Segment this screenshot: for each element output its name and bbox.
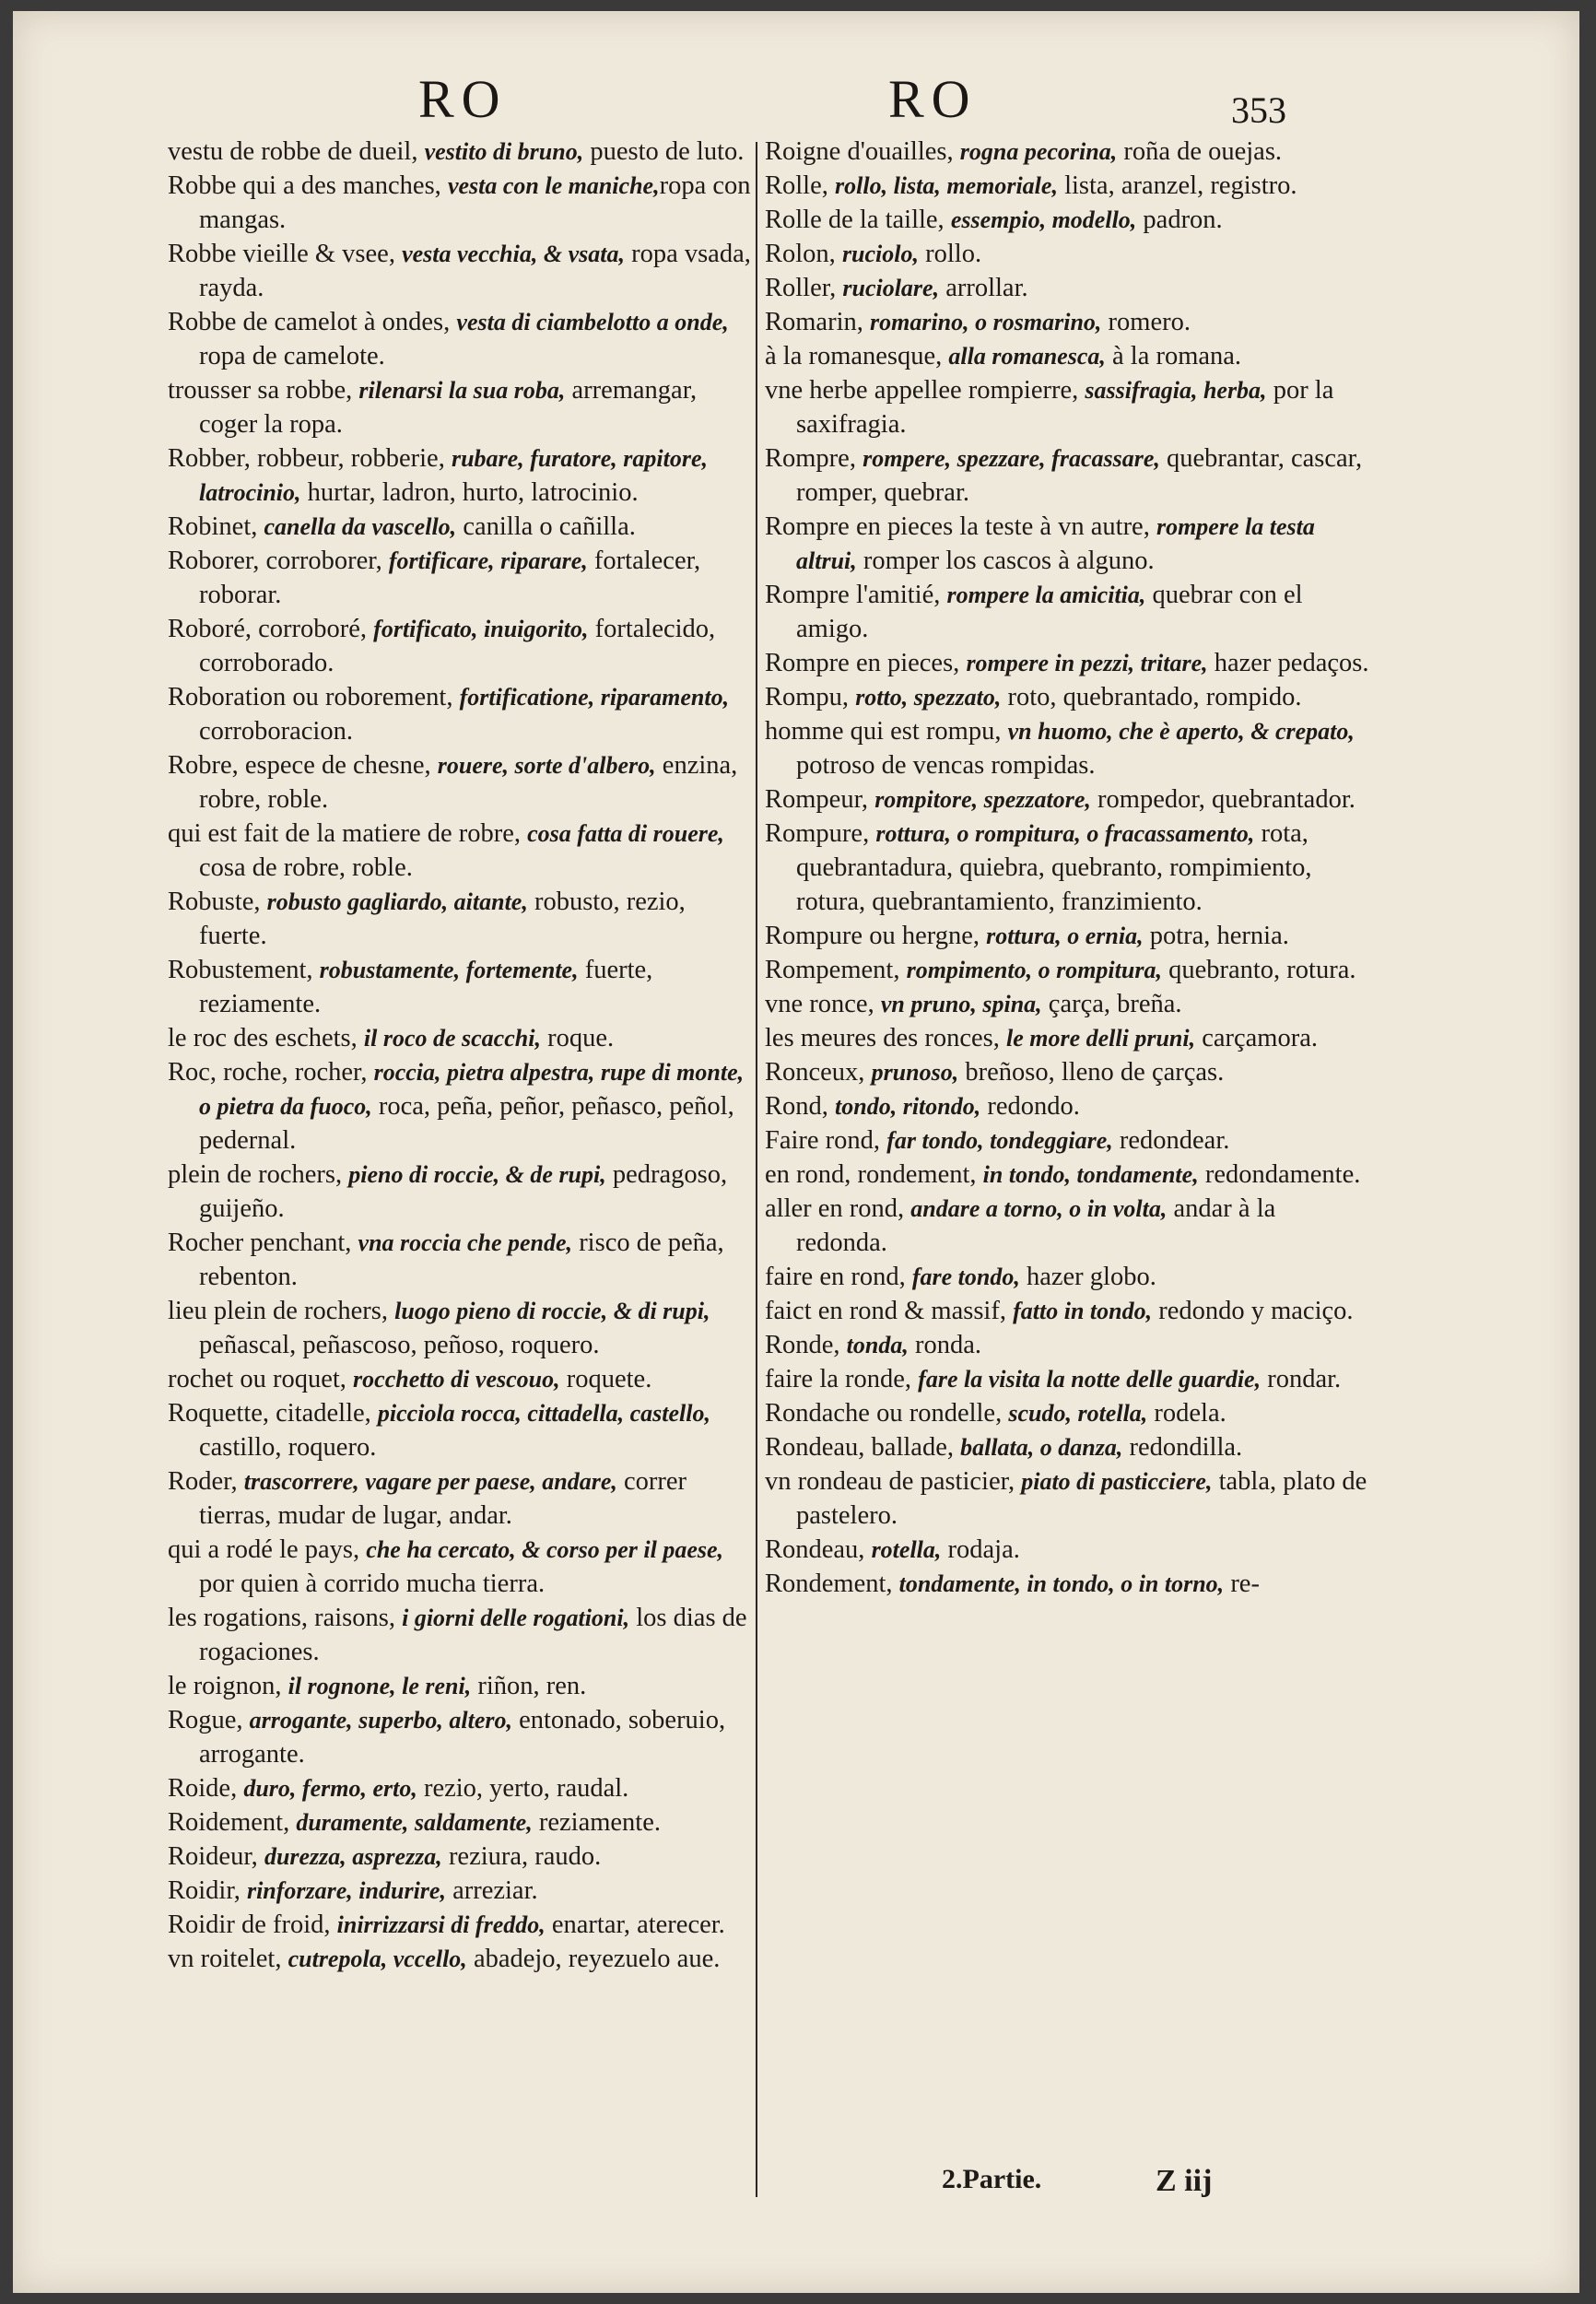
french-term: Rompu,: [765, 683, 856, 711]
dictionary-entry: [168, 1294, 757, 1362]
spanish-gloss: arremangar, coger la ropa.: [199, 376, 698, 439]
spanish-gloss: rodaja.: [941, 1535, 1020, 1564]
dictionary-entry: [765, 510, 1373, 578]
spanish-gloss: los dias de rogaciones.: [199, 1604, 747, 1666]
spanish-gloss: roquete.: [559, 1365, 652, 1393]
dictionary-entry: [765, 680, 1373, 714]
french-term: Rompre en pieces,: [765, 649, 967, 677]
italian-gloss: rogna pecorina,: [959, 138, 1118, 165]
french-term: faire la ronde,: [765, 1365, 919, 1393]
italian-gloss: luogo pieno di roccie, & di rupi,: [394, 1298, 710, 1324]
french-term: trousser sa robbe,: [168, 376, 359, 405]
french-term: Rondeau,: [765, 1535, 872, 1564]
french-term: vn roitelet,: [168, 1945, 288, 1973]
spanish-gloss: redondilla.: [1122, 1433, 1243, 1462]
spanish-gloss: breñoso, lleno de çarças.: [958, 1058, 1225, 1087]
italian-gloss: sassifragia, herba,: [1085, 377, 1267, 404]
french-term: le roignon,: [168, 1672, 288, 1700]
dictionary-entry: [168, 817, 757, 885]
french-term: le roc des eschets,: [168, 1024, 364, 1052]
italian-gloss: vesta di ciambelotto a onde,: [456, 309, 729, 335]
italian-gloss: vesta con le maniche,: [447, 172, 660, 199]
french-term: les meures des ronces,: [765, 1024, 1006, 1052]
column-divider: [756, 142, 757, 2197]
dictionary-entry: [168, 1805, 757, 1840]
dictionary-entry: [765, 305, 1373, 339]
italian-gloss: ruciolare,: [842, 275, 940, 301]
italian-gloss: arrogante, superbo, altero,: [249, 1707, 512, 1734]
spanish-gloss: fuerte, reziamente.: [199, 956, 653, 1018]
dictionary-entry: [168, 680, 757, 748]
french-term: faict en rond & massif,: [765, 1297, 1014, 1325]
dictionary-entry: [168, 1533, 757, 1601]
dictionary-entry: [765, 1464, 1373, 1533]
spanish-gloss: quebrantar, cascar, romper, quebrar.: [796, 444, 1363, 507]
dictionary-entry: [765, 339, 1373, 373]
spanish-gloss: robusto, rezio, fuerte.: [199, 888, 686, 950]
spanish-gloss: rondar.: [1261, 1365, 1342, 1393]
dictionary-entry: [765, 1158, 1373, 1192]
italian-gloss: in tondo, tondamente,: [982, 1161, 1199, 1188]
spanish-gloss: carçamora.: [1195, 1024, 1318, 1052]
italian-gloss: vestito di bruno,: [424, 138, 584, 165]
italian-gloss: rubare, furatore, rapitore, latrocinio,: [199, 445, 709, 506]
french-term: Roquette, citadelle,: [168, 1399, 378, 1428]
dictionary-entry: [765, 441, 1373, 510]
spanish-gloss: redondo.: [980, 1092, 1080, 1121]
italian-gloss: fare tondo,: [911, 1264, 1020, 1290]
french-term: Faire rond,: [765, 1126, 887, 1155]
running-head-left: RO: [418, 69, 508, 129]
french-term: Rompre,: [765, 444, 863, 473]
dictionary-entry: [168, 135, 757, 169]
italian-gloss: vn pruno, spina,: [880, 991, 1042, 1017]
french-term: Rompeur,: [765, 785, 875, 814]
running-head-right: RO: [888, 69, 978, 129]
french-term: Roidir,: [168, 1876, 247, 1905]
spanish-gloss: enzina, robre, roble.: [199, 751, 738, 814]
french-term: Robbe qui a des manches,: [168, 171, 448, 200]
french-term: Roller,: [765, 274, 843, 302]
italian-gloss: vn huomo, che è aperto, & crepato,: [1007, 718, 1355, 745]
spanish-gloss: hazer globo.: [1019, 1263, 1156, 1291]
italian-gloss: rompere la testa altrui,: [796, 513, 1315, 574]
spanish-gloss: potroso de vencas rompidas.: [796, 751, 1096, 780]
french-term: Rompure,: [765, 819, 876, 848]
dictionary-entry: [765, 987, 1373, 1021]
dictionary-entry: [168, 1158, 757, 1226]
french-term: Roboré, corroboré,: [168, 615, 374, 643]
french-term: Rolle de la taille,: [765, 206, 951, 234]
dictionary-entry: [168, 1601, 757, 1669]
spanish-gloss: ronda.: [908, 1331, 981, 1359]
french-term: Rondache ou rondelle,: [765, 1399, 1009, 1428]
french-term: rochet ou roquet,: [168, 1365, 354, 1393]
spanish-gloss: hazer pedaços.: [1207, 649, 1369, 677]
dictionary-entry: [168, 1226, 757, 1294]
french-term: Robbe de camelot à ondes,: [168, 308, 457, 336]
dictionary-entry: [765, 953, 1373, 987]
italian-gloss: picciola rocca, cittadella, castello,: [377, 1400, 710, 1427]
french-term: Ronde,: [765, 1331, 847, 1359]
italian-gloss: prunoso,: [871, 1059, 959, 1086]
french-term: faire en rond,: [765, 1263, 912, 1291]
italian-gloss: rompitore, spezzatore,: [874, 786, 1091, 813]
dictionary-entry: [765, 1294, 1373, 1328]
italian-gloss: alla romanesca,: [948, 343, 1106, 370]
dictionary-entry: [765, 578, 1373, 646]
italian-gloss: vna roccia che pende,: [358, 1229, 573, 1256]
dictionary-entry: [168, 373, 757, 441]
italian-gloss: rotella,: [871, 1536, 942, 1563]
french-term: Robustement,: [168, 956, 320, 984]
french-term: à la romanesque,: [765, 342, 949, 370]
signature-mark: 2.Partie.: [942, 2164, 1042, 2194]
left-column: [168, 135, 757, 2181]
spanish-gloss: correr tierras, mudar de lugar, andar.: [199, 1467, 687, 1530]
french-term: Rompement,: [765, 956, 907, 984]
spanish-gloss: por quien à corrido mucha tierra.: [199, 1569, 546, 1598]
spanish-gloss: rodela.: [1147, 1399, 1226, 1428]
french-term: vn rondeau de pasticier,: [765, 1467, 1022, 1496]
french-term: aller en rond,: [765, 1194, 911, 1223]
italian-gloss: piato di pasticciere,: [1021, 1468, 1213, 1495]
french-term: Robinet,: [168, 512, 264, 541]
spanish-gloss: potra, hernia.: [1143, 922, 1289, 950]
dictionary-entry: [168, 510, 757, 544]
italian-gloss: fortificare, riparare,: [388, 547, 588, 574]
spanish-gloss: roque.: [540, 1024, 615, 1052]
italian-gloss: durezza, asprezza,: [264, 1843, 442, 1870]
french-term: Rondement,: [765, 1569, 899, 1598]
italian-gloss: tondamente, in tondo, o in torno,: [898, 1570, 1225, 1597]
italian-gloss: trascorrere, vagare per paese, andare,: [243, 1468, 617, 1495]
right-column: [765, 135, 1373, 2181]
spanish-gloss: reziura, raudo.: [441, 1842, 602, 1871]
italian-gloss: ruciolo,: [841, 241, 920, 267]
italian-gloss: duro, fermo, erto,: [243, 1775, 417, 1802]
italian-gloss: cutrepola, vccello,: [288, 1945, 467, 1972]
spanish-gloss: enartar, aterecer.: [545, 1910, 725, 1939]
italian-gloss: tonda,: [846, 1332, 909, 1358]
italian-gloss: rompere in pezzi, tritare,: [966, 650, 1208, 676]
french-term: Roigne d'ouailles,: [765, 137, 960, 166]
italian-gloss: il roco de scacchi,: [363, 1025, 541, 1052]
dictionary-entry: [765, 1123, 1373, 1158]
dictionary-entry: [765, 203, 1373, 237]
french-term: qui a rodé le pays,: [168, 1535, 367, 1564]
spanish-gloss: ropa de camelote.: [199, 342, 385, 370]
spanish-gloss: rompedor, quebrantador.: [1090, 785, 1355, 814]
italian-gloss: duramente, saldamente,: [296, 1809, 533, 1836]
spanish-gloss: tabla, plato de pastelero.: [796, 1467, 1367, 1530]
spanish-gloss: puesto de luto.: [583, 137, 745, 166]
spanish-gloss: roña de ouejas.: [1117, 137, 1283, 166]
french-term: les rogations, raisons,: [168, 1604, 403, 1632]
italian-gloss: rompimento, o rompitura,: [906, 957, 1162, 983]
french-term: Roidement,: [168, 1808, 297, 1837]
french-term: Robuste,: [168, 888, 267, 916]
italian-gloss: rompere, spezzare, fracassare,: [863, 445, 1160, 472]
dictionary-entry: [168, 748, 757, 817]
italian-gloss: tondo, ritondo,: [835, 1093, 981, 1120]
italian-gloss: inirrizzarsi di freddo,: [336, 1911, 546, 1938]
spanish-gloss: peñascal, peñascoso, peñoso, roquero.: [199, 1331, 600, 1359]
dictionary-entry: [168, 1908, 757, 1942]
spanish-gloss: quebrar con el amigo.: [796, 581, 1303, 643]
french-term: Rolon,: [765, 240, 842, 268]
french-term: Rompre l'amitié,: [765, 581, 947, 609]
dictionary-entry: [765, 237, 1373, 271]
french-term: homme qui est rompu,: [765, 717, 1008, 746]
dictionary-entry: [168, 953, 757, 1021]
french-term: Rocher penchant,: [168, 1228, 358, 1257]
spanish-gloss: roto, quebrantado, rompido.: [1001, 683, 1302, 711]
italian-gloss: far tondo, tondeggiare,: [886, 1127, 1113, 1154]
italian-gloss: rocchetto di vescouo,: [353, 1366, 560, 1393]
french-term: Roidir de froid,: [168, 1910, 337, 1939]
dictionary-entry: [765, 1362, 1373, 1396]
dictionary-entry: [168, 1021, 757, 1055]
dictionary-entry: [168, 1464, 757, 1533]
spanish-gloss: pedragoso, guijeño.: [199, 1160, 728, 1223]
french-term: Roboration ou roborement,: [168, 683, 460, 711]
italian-gloss: canella da vascello,: [264, 513, 457, 540]
dictionary-entry: [765, 1021, 1373, 1055]
italian-gloss: robustamente, fortemente,: [319, 957, 579, 983]
italian-gloss: andare a torno, o in volta,: [910, 1195, 1168, 1222]
spanish-gloss: canilla o cañilla.: [456, 512, 636, 541]
dictionary-entry: [765, 1192, 1373, 1260]
italian-gloss: rottura, o rompitura, o fracassamento,: [875, 820, 1255, 847]
dictionary-entry: [168, 1669, 757, 1703]
dictionary-entry: [765, 1328, 1373, 1362]
spanish-gloss: fortalecer, roborar.: [199, 547, 701, 609]
dictionary-entry: [168, 1840, 757, 1874]
spanish-gloss: çarça, breña.: [1041, 990, 1182, 1018]
french-term: Rondeau, ballade,: [765, 1433, 961, 1462]
french-term: Rolle,: [765, 171, 835, 200]
italian-gloss: il rognone, le reni,: [288, 1673, 472, 1699]
french-term: vne ronce,: [765, 990, 881, 1018]
spanish-gloss: re-: [1224, 1569, 1260, 1598]
french-term: en rond, rondement,: [765, 1160, 983, 1189]
dictionary-entry: [765, 1533, 1373, 1567]
page-number: 353: [1231, 89, 1286, 131]
spanish-gloss: abadejo, reyezuelo aue.: [466, 1945, 721, 1973]
italian-gloss: fare la visita la notte delle guardie,: [918, 1366, 1262, 1393]
spanish-gloss: fortalecido, corroborado.: [199, 615, 716, 677]
spanish-gloss: entonado, soberuio, arrogante.: [199, 1706, 726, 1769]
french-term: Rogue,: [168, 1706, 250, 1734]
italian-gloss: rottura, o ernia,: [986, 923, 1144, 949]
spanish-gloss: arrollar.: [939, 274, 1028, 302]
spanish-gloss: arreziar.: [445, 1876, 538, 1905]
french-term: lieu plein de rochers,: [168, 1297, 395, 1325]
spanish-gloss: ropa vsada, rayda.: [199, 240, 751, 302]
italian-gloss: vesta vecchia, & vsata,: [402, 241, 625, 267]
dictionary-entry: [765, 714, 1373, 782]
dictionary-entry: [765, 271, 1373, 305]
gathering-mark: Z iij: [1156, 2164, 1213, 2198]
dictionary-entry: [168, 1055, 757, 1158]
french-term: vne herbe appellee rompierre,: [765, 376, 1086, 405]
spanish-gloss: redondear.: [1112, 1126, 1230, 1155]
french-term: Rompre en pieces la teste à vn autre,: [765, 512, 1156, 541]
italian-gloss: fatto in tondo,: [1013, 1298, 1153, 1324]
french-term: Rompure ou hergne,: [765, 922, 987, 950]
dictionary-entry: [168, 885, 757, 953]
french-term: plein de rochers,: [168, 1160, 349, 1189]
spanish-gloss: ropa con mangas.: [199, 171, 751, 234]
spanish-gloss: andar à la redonda.: [796, 1194, 1276, 1257]
italian-gloss: scudo, rotella,: [1008, 1400, 1148, 1427]
dictionary-entry: [168, 441, 757, 510]
dictionary-entry: [168, 1942, 757, 1976]
dictionary-entry: [168, 1703, 757, 1771]
french-term: Roc, roche, rocher,: [168, 1058, 374, 1087]
italian-gloss: robusto gagliardo, aitante,: [266, 888, 528, 915]
spanish-gloss: romper los cascos à alguno.: [856, 547, 1155, 575]
spanish-gloss: à la romana.: [1105, 342, 1242, 370]
dictionary-entry: [765, 1089, 1373, 1123]
italian-gloss: essempio, modello,: [950, 206, 1137, 233]
spanish-gloss: redondo y maciço.: [1152, 1297, 1354, 1325]
italian-gloss: rilenarsi la sua roba,: [358, 377, 566, 404]
dictionary-entry: [765, 135, 1373, 169]
dictionary-entry: [765, 1396, 1373, 1430]
dictionary-entry: [765, 373, 1373, 441]
italian-gloss: rinforzare, indurire,: [246, 1877, 446, 1904]
italian-gloss: fortificato, inuigorito,: [373, 616, 589, 642]
dictionary-entry: [765, 1260, 1373, 1294]
dictionary-entry: [765, 169, 1373, 203]
dictionary-entry: [168, 612, 757, 680]
french-term: Rond,: [765, 1092, 836, 1121]
french-term: Robbe vieille & vsee,: [168, 240, 403, 268]
dictionary-entry: [168, 237, 757, 305]
italian-gloss: fortificatione, riparamento,: [459, 684, 730, 711]
french-term: Roder,: [168, 1467, 244, 1496]
italian-gloss: romarino, o rosmarino,: [870, 309, 1102, 335]
french-term: Ronceux,: [765, 1058, 872, 1087]
dictionary-entry: [765, 646, 1373, 680]
spanish-gloss: rezio, yerto, raudal.: [417, 1774, 629, 1803]
italian-gloss: pieno di roccie, & de rupi,: [348, 1161, 606, 1188]
spanish-gloss: padron.: [1136, 206, 1223, 234]
spanish-gloss: rota, quebrantadura, quiebra, quebranto, rompimiento, rotura, quebrantamiento, franzimiento.: [796, 819, 1312, 916]
spanish-gloss: rollo.: [919, 240, 982, 268]
italian-gloss: rollo, lista, memoriale,: [835, 172, 1058, 199]
dictionary-page: [13, 11, 1579, 2293]
italian-gloss: roccia, pietra alpestra, rupe di monte, o pietra da fuoco,: [199, 1059, 745, 1120]
dictionary-entry: [765, 782, 1373, 817]
spanish-gloss: quebranto, rotura.: [1161, 956, 1356, 984]
dictionary-entry: [765, 817, 1373, 919]
french-term: Roborer, corroborer,: [168, 547, 389, 575]
italian-gloss: ballata, o danza,: [960, 1434, 1123, 1461]
spanish-gloss: castillo, roquero.: [199, 1433, 377, 1462]
french-term: Robber, robbeur, robberie,: [168, 444, 452, 473]
dictionary-entry: [765, 1055, 1373, 1089]
spanish-gloss: riñon, ren.: [471, 1672, 587, 1700]
italian-gloss: cosa fatta di rouere,: [527, 820, 724, 847]
dictionary-entry: [168, 169, 757, 237]
dictionary-entry: [168, 1771, 757, 1805]
french-term: qui est fait de la matiere de robre,: [168, 819, 528, 848]
italian-gloss: le more delli pruni,: [1005, 1025, 1196, 1052]
spanish-gloss: romero.: [1101, 308, 1191, 336]
spanish-gloss: corroboracion.: [199, 717, 353, 746]
french-term: Roideur,: [168, 1842, 264, 1871]
italian-gloss: rotto, spezzato,: [855, 684, 1002, 711]
italian-gloss: rompere la amicitia,: [946, 582, 1146, 608]
french-term: Roide,: [168, 1774, 244, 1803]
italian-gloss: rouere, sorte d'albero,: [437, 752, 656, 779]
italian-gloss: i giorni delle rogationi,: [402, 1605, 630, 1631]
spanish-gloss: risco de peña, rebenton.: [199, 1228, 724, 1291]
spanish-gloss: lista, aranzel, registro.: [1057, 171, 1297, 200]
french-term: vestu de robbe de dueil,: [168, 137, 425, 166]
dictionary-entry: [168, 305, 757, 373]
spanish-gloss: por la saxifragia.: [796, 376, 1334, 439]
dictionary-entry: [168, 544, 757, 612]
spanish-gloss: hurtar, ladron, hurto, latrocinio.: [300, 478, 639, 507]
dictionary-entry: [765, 1567, 1373, 1601]
french-term: Robre, espece de chesne,: [168, 751, 438, 780]
dictionary-entry: [168, 1396, 757, 1464]
spanish-gloss: cosa de robre, roble.: [199, 853, 413, 882]
french-term: Romarin,: [765, 308, 870, 336]
spanish-gloss: reziamente.: [532, 1808, 661, 1837]
dictionary-entry: [765, 919, 1373, 953]
dictionary-entry: [765, 1430, 1373, 1464]
dictionary-entry: [168, 1874, 757, 1908]
spanish-gloss: roca, peña, peñor, peñasco, peñol, pedernal.: [199, 1092, 734, 1155]
italian-gloss: che ha cercato, & corso per il paese,: [366, 1536, 724, 1563]
dictionary-entry: [168, 1362, 757, 1396]
spanish-gloss: redondamente.: [1198, 1160, 1361, 1189]
